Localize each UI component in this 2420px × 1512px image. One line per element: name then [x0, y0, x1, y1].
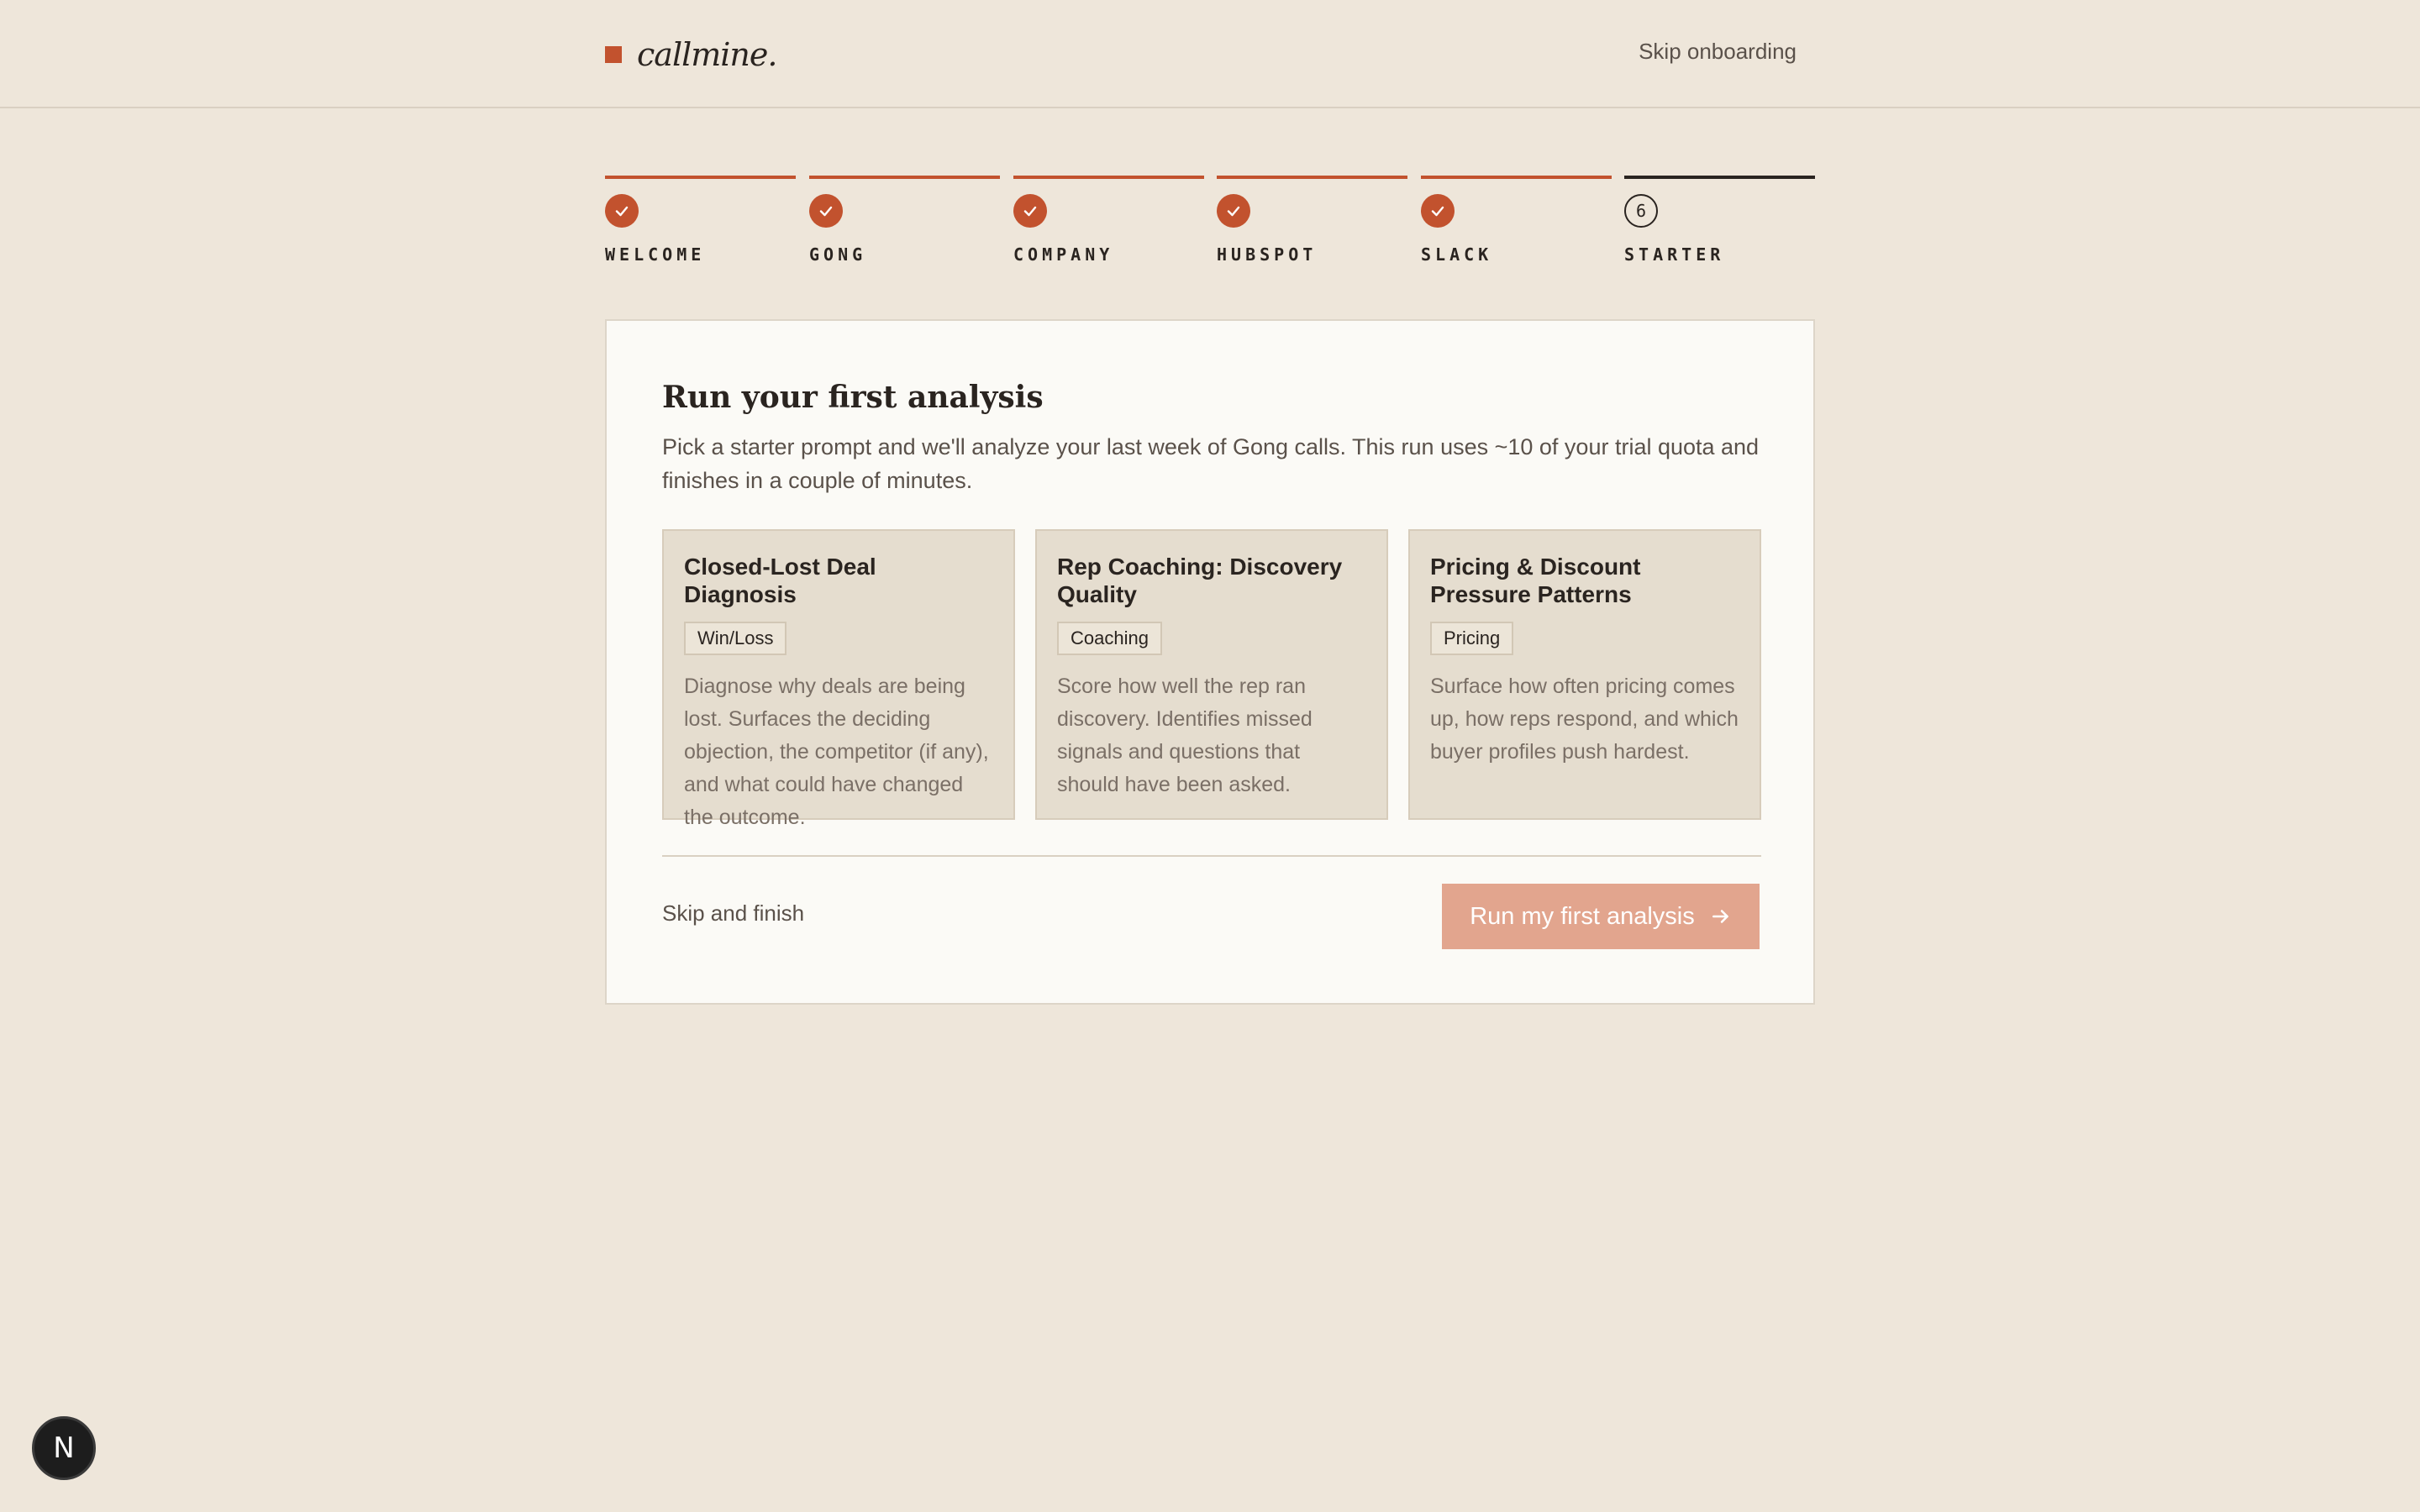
first-analysis-card: [605, 319, 1815, 1005]
prompt-card-pricing[interactable]: [1408, 529, 1761, 820]
dev-badge-letter: N: [53, 1431, 75, 1465]
prompt-description: Surface how often pricing comes up, how reps respond, and which buyer profiles push hardest.: [1430, 675, 1739, 764]
starter-prompt-list: [662, 529, 1761, 829]
prompt-description: Score how well the rep ran discovery. Identifies missed signals and questions that should have been asked.: [1057, 675, 1313, 796]
skip-and-finish-link[interactable]: Skip and finish: [662, 900, 805, 926]
footer-divider: [662, 855, 1761, 857]
prompt-tag: Coaching: [1057, 622, 1162, 655]
card-description: Pick a starter prompt and we'll analyze your last week of Gong calls. This run uses ~10 of your trial quota and finishes in a couple of minutes.: [662, 434, 1760, 493]
top-bar: [0, 0, 2420, 108]
brand-logo[interactable]: [605, 34, 776, 76]
prompt-card-closed-lost[interactable]: [662, 529, 1015, 829]
step-complete-icon: [605, 194, 639, 228]
prompt-title: Rep Coaching: Discovery Quality: [1057, 554, 1343, 607]
prompt-tag: Pricing: [1430, 622, 1513, 655]
step-slack: [1421, 176, 1612, 265]
dev-tools-badge[interactable]: [32, 1416, 96, 1480]
step-welcome: [605, 176, 796, 265]
step-label: STARTER: [1624, 244, 1725, 265]
prompt-description: Diagnose why deals are being lost. Surfaces the deciding objection, the competitor (if any), and what could have changed the outcome.: [684, 675, 989, 829]
prompt-title: Pricing & Discount Pressure Patterns: [1430, 554, 1641, 607]
step-label: HUBSPOT: [1217, 244, 1318, 265]
logo-mark: [605, 46, 622, 63]
prompt-card-rep-coaching[interactable]: [1035, 529, 1388, 820]
brand-name: callmine.: [637, 36, 777, 73]
prompt-tag: Win/Loss: [684, 622, 786, 655]
run-button-label: Run my first analysis: [1470, 902, 1695, 930]
step-complete-icon: [1421, 194, 1455, 228]
step-label: COMPANY: [1013, 244, 1114, 265]
run-first-analysis-button[interactable]: [1442, 884, 1760, 949]
prompt-title: Closed-Lost Deal Diagnosis: [684, 554, 876, 607]
step-label: SLACK: [1421, 244, 1493, 265]
step-complete-icon: [1217, 194, 1250, 228]
step-starter: [1624, 176, 1815, 265]
step-number-badge: 6: [1624, 194, 1658, 228]
step-company: [1013, 176, 1204, 265]
step-gong: [809, 176, 1000, 265]
arrow-right-icon: [1710, 906, 1732, 927]
step-hubspot: [1217, 176, 1407, 265]
step-complete-icon: [1013, 194, 1047, 228]
onboarding-stepper: [605, 176, 1815, 268]
step-complete-icon: [809, 194, 843, 228]
skip-onboarding-link[interactable]: Skip onboarding: [1639, 39, 1797, 64]
card-title: Run your first analysis: [662, 380, 1044, 415]
step-label: GONG: [809, 244, 867, 265]
step-label: WELCOME: [605, 244, 706, 265]
